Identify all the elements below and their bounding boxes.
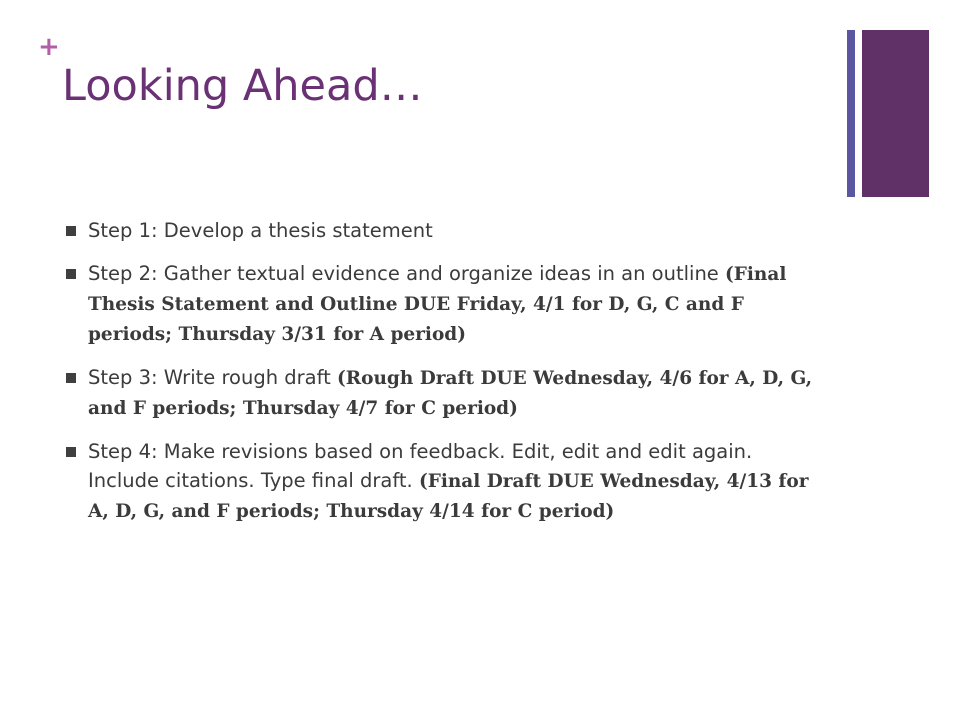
bullet-item-step-4 xyxy=(66,437,826,526)
square-bullet-icon xyxy=(66,269,76,279)
bullet-text: Step 2: Gather textual evidence and organize ideas in an outline xyxy=(88,262,725,285)
slide-title: Looking Ahead… xyxy=(62,61,423,111)
bullet-text: Step 4: Make revisions based on feedback. Edit, edit and edit again. Include citations. Type final draft. xyxy=(88,440,753,492)
square-bullet-icon xyxy=(66,226,76,236)
bullet-text: Step 1: Develop a thesis statement xyxy=(88,219,433,242)
bullet-due-date: (Rough Draft DUE Wednesday, 4/6 for A, D, G, and F periods; Thursday 4/7 for C period) xyxy=(88,368,813,419)
bullet-list xyxy=(66,216,826,540)
bullet-text: Step 3: Write rough draft xyxy=(88,366,337,389)
accent-bar-thin xyxy=(847,30,855,197)
bullet-item-step-3 xyxy=(66,363,826,423)
accent-bar-wide xyxy=(862,30,929,197)
square-bullet-icon xyxy=(66,373,76,383)
bullet-due-date: (Final Thesis Statement and Outline DUE Friday, 4/1 for D, G, C and F periods; Thursday 3/31 for A period) xyxy=(88,264,787,345)
plus-icon: + xyxy=(38,32,60,62)
bullet-item-step-1 xyxy=(66,216,826,245)
bullet-item-step-2 xyxy=(66,259,826,349)
square-bullet-icon xyxy=(66,447,76,457)
bullet-due-date: (Final Draft DUE Wednesday, 4/13 for A, D, G, and F periods; Thursday 4/14 for C period) xyxy=(88,471,809,522)
